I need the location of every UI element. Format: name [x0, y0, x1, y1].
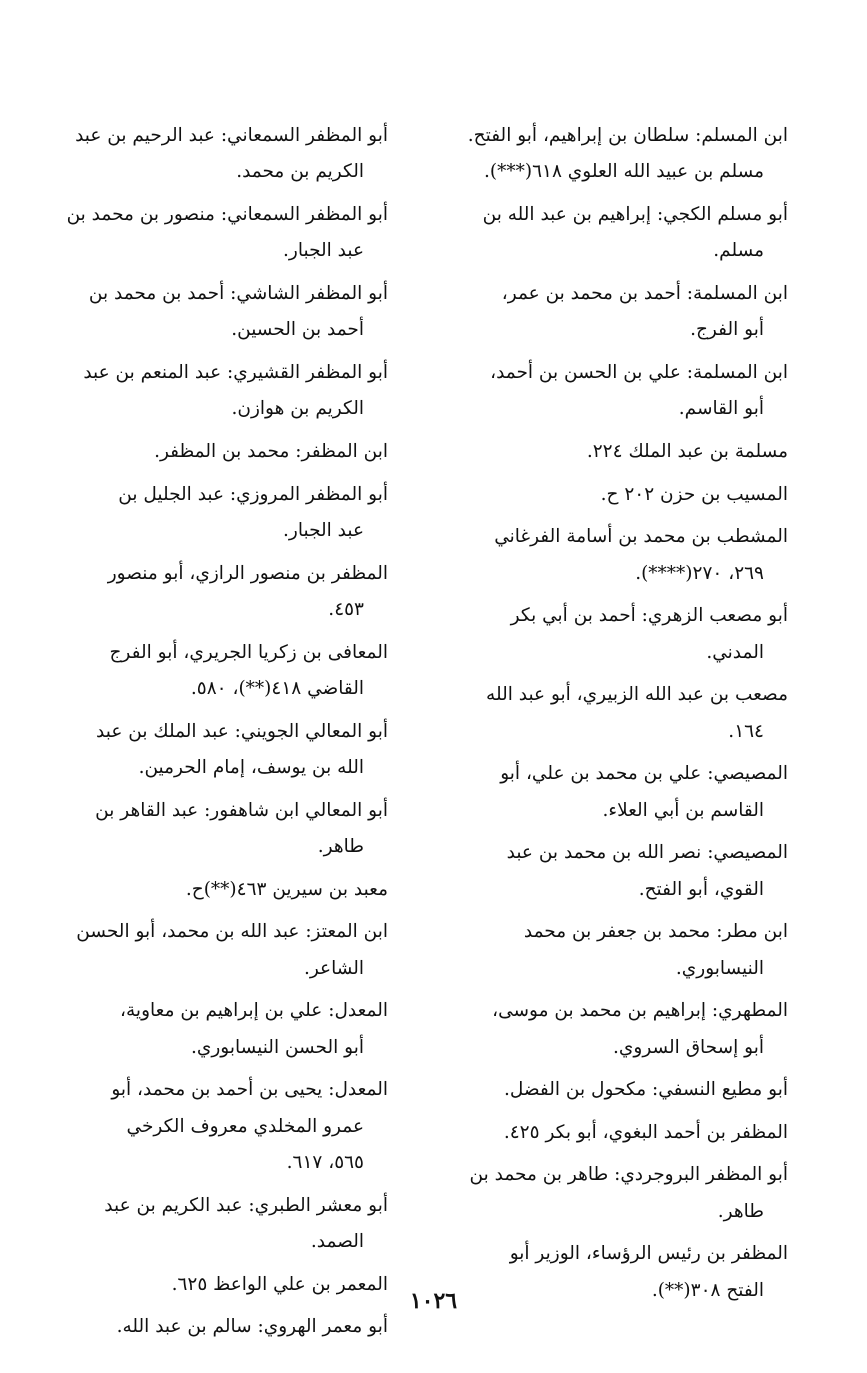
entry-line-first: مصعب بن عبد الله الزبيري، أبو عبد الله: [486, 684, 788, 706]
entry-line-continuation: أبو إسحاق السروي.: [613, 1036, 764, 1058]
entry-line-continuation: النيسابوري.: [675, 957, 764, 979]
entry-line-continuation: ٤٥٣.: [328, 599, 364, 620]
entry-line-first: أبو المعالي الجويني: عبد الملك بن عبد: [96, 720, 388, 742]
entry-line-continuation: الكريم بن محمد.: [236, 161, 364, 183]
entry-line-continuation: عبد الجبار.: [283, 520, 364, 541]
index-entry: [38, 993, 388, 1066]
entry-line-continuation: أبو الحسن النيسابوري.: [191, 1036, 364, 1058]
entry-line-first: المظفر بن أحمد البغوي، أبو بكر ٤٢٥.: [503, 1121, 788, 1143]
entry-line-first: أبو المظفر الشاشي: أحمد بن محمد بن: [88, 283, 388, 304]
index-entry: [440, 355, 788, 428]
entry-line-first: المعمر بن علي الواعظ ٦٢٥.: [171, 1273, 388, 1295]
entry-line-first: أبو مسلم الكجي: إبراهيم بن عبد الله بن: [482, 204, 788, 225]
entry-line-continuation: الصمد.: [310, 1231, 364, 1252]
index-entry: [440, 434, 788, 470]
entry-line-first: المعافى بن زكريا الجريري، أبو الفرج: [109, 641, 388, 663]
entry-line-continuation: ١٦٤.: [728, 720, 764, 742]
index-entry: [38, 118, 388, 191]
page-number: ١٠٢٦: [409, 1288, 458, 1314]
index-entry: [440, 598, 788, 671]
index-entry: [38, 477, 388, 550]
index-entry: [440, 677, 788, 750]
index-column-left: [38, 118, 388, 1352]
entry-line-first: معبد بن سيرين ٤٦٣(**)ح.: [185, 878, 388, 900]
entry-line-first: مسلمة بن عبد الملك ٢٢٤.: [586, 441, 788, 462]
index-entry: [440, 477, 788, 513]
entry-line-first: المعدل: علي بن إبراهيم بن معاوية،: [120, 1000, 388, 1022]
entry-line-continuation: الكريم بن هوازن.: [231, 398, 364, 420]
entry-line-first: المظفر بن رئيس الرؤساء، الوزير أبو: [509, 1243, 788, 1265]
entry-line-continuation: الشاعر.: [303, 957, 364, 979]
entry-line-first: ابن المعتز: عبد الله بن محمد، أبو الحسن: [76, 921, 388, 943]
index-entry: [440, 1157, 788, 1230]
index-entry: [440, 835, 788, 908]
entry-line-continuation: المدني.: [706, 641, 764, 663]
entry-line-continuation: طاهر.: [717, 1200, 764, 1222]
entry-line-first: أبو المظفر المروزي: عبد الجليل بن: [118, 483, 388, 505]
entry-line-first: أبو المعالي ابن شاهفور: عبد القاهر بن: [95, 799, 388, 821]
entry-line-continuation: الفتح ٣٠٨(**).: [651, 1279, 764, 1301]
entry-line-first: المطهري: إبراهيم بن محمد بن موسى،: [492, 1000, 788, 1022]
index-entry: [38, 276, 388, 349]
index-entry: [38, 197, 388, 270]
entry-line-first: أبو المظفر البروجردي: طاهر بن محمد بن: [469, 1164, 788, 1186]
index-entry: [440, 1115, 788, 1151]
entry-line-first: ابن مطر: محمد بن جعفر بن محمد: [523, 921, 788, 943]
index-entry: [38, 1309, 388, 1345]
entry-line-first: أبو المظفر السمعاني: عبد الرحيم بن عبد: [75, 125, 388, 146]
entry-line-first: المعدل: يحيى بن أحمد بن محمد، أبو: [111, 1079, 388, 1101]
entry-line-first: ابن المسلمة: علي بن الحسن بن أحمد،: [490, 362, 788, 383]
index-column-right: [440, 118, 788, 1315]
index-entry: [38, 434, 388, 470]
entry-line-continuation: القاضي ٤١٨(**)، ٥٨٠.: [190, 678, 364, 699]
entry-line-continuation: ٢٦٩، ٢٧٠(****).: [635, 562, 764, 584]
entry-line-first: المصيصي: نصر الله بن محمد بن عبد: [506, 842, 788, 864]
entry-line-first: المشطب بن محمد بن أسامة الفرغاني: [494, 526, 788, 548]
index-entry: [38, 635, 388, 708]
entry-line-continuation: طاهر.: [317, 836, 364, 857]
entry-line-continuation: عبد الجبار.: [283, 240, 364, 262]
entry-line-continuation: القوي، أبو الفتح.: [638, 878, 764, 900]
entry-line-first: أبو معشر الطبري: عبد الكريم بن عبد: [104, 1194, 388, 1216]
entry-line-first: أبو المظفر السمعاني: منصور بن محمد بن: [66, 204, 388, 225]
index-entry: [38, 793, 388, 866]
index-entry: [440, 1072, 788, 1108]
entry-line-first: أبو معمر الهروي: سالم بن عبد الله.: [116, 1316, 388, 1338]
entry-line-first: أبو مصعب الزهري: أحمد بن أبي بكر: [510, 605, 788, 627]
index-entry: [440, 914, 788, 987]
index-entry: [38, 556, 388, 629]
entry-line-first: المسيب بن حزن ٢٠٢ ح.: [600, 483, 788, 505]
entry-line-continuation: مسلم.: [713, 240, 764, 262]
entry-line-continuation: أبو القاسم.: [678, 398, 764, 420]
entry-line-first: أبو مطيع النسفي: مكحول بن الفضل.: [503, 1079, 788, 1101]
entry-line-continuation: القاسم بن أبي العلاء.: [602, 799, 764, 821]
entry-line-first: المظفر بن منصور الرازي، أبو منصور: [107, 562, 388, 584]
entry-line-continuation: عمرو المخلدي معروف الكرخي: [126, 1115, 364, 1137]
entry-line-first: ابن المظفر: محمد بن المظفر.: [154, 441, 388, 462]
index-entry: [38, 914, 388, 987]
index-entry: [440, 519, 788, 592]
index-entry: [440, 993, 788, 1066]
entry-line-continuation: أبو الفرج.: [690, 319, 764, 341]
entry-line-continuation: أحمد بن الحسين.: [231, 319, 364, 341]
index-entry: [38, 355, 388, 428]
entry-line-continuation: الله بن يوسف، إمام الحرمين.: [138, 757, 364, 778]
index-entry: [38, 714, 388, 787]
entry-line-continuation: مسلم بن عبيد الله العلوي ٦١٨(***).: [484, 161, 764, 183]
index-entry: [440, 118, 788, 191]
index-entry: [38, 1188, 388, 1261]
entry-line-first: أبو المظفر القشيري: عبد المنعم بن عبد: [83, 362, 388, 383]
index-entry: [38, 872, 388, 908]
entry-line-first: ابن المسلم: سلطان بن إبراهيم، أبو الفتح.: [467, 125, 788, 146]
index-entry: [440, 276, 788, 349]
entry-line-first: ابن المسلمة: أحمد بن محمد بن عمر،: [501, 283, 788, 304]
index-entry: [440, 197, 788, 270]
index-entry: [38, 1072, 388, 1181]
entry-line-continuation: ٥٦٥، ٦١٧.: [286, 1152, 364, 1173]
entry-line-first: المصيصي: علي بن محمد بن علي، أبو: [500, 763, 788, 785]
index-entry: [440, 756, 788, 829]
